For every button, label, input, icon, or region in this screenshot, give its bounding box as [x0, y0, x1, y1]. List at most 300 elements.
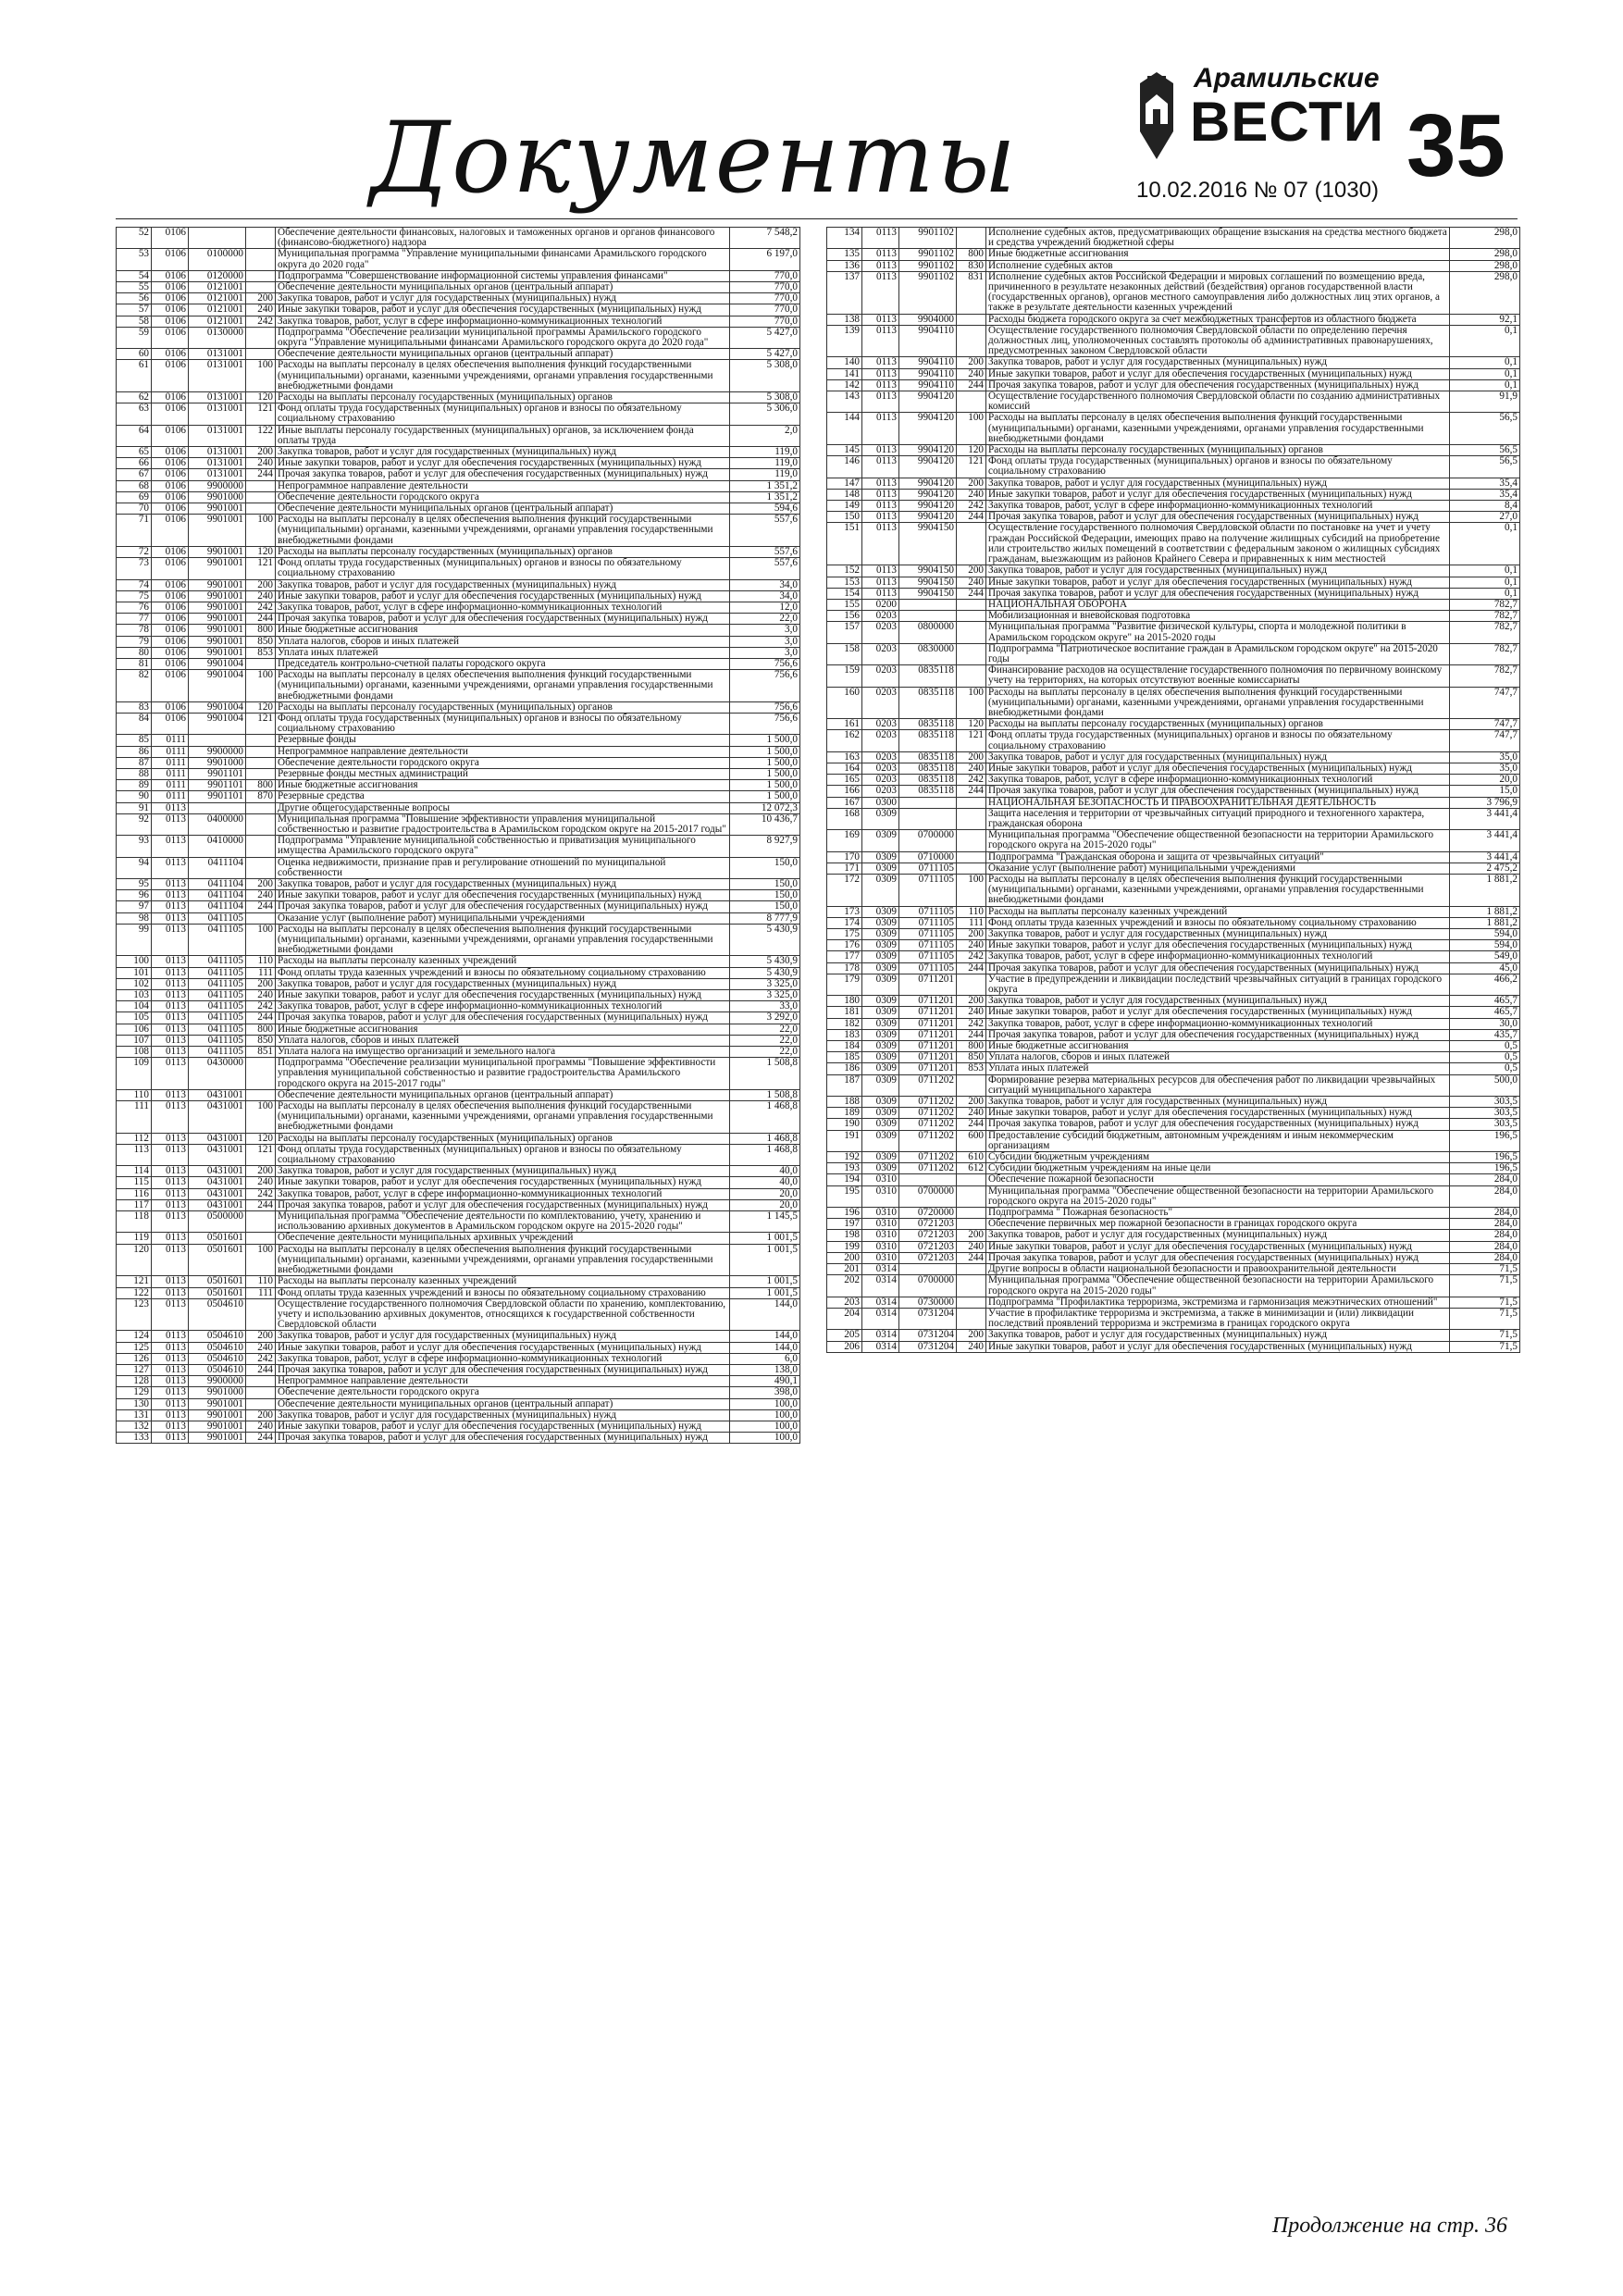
table-row: [827, 730, 1520, 751]
section-code: 0203: [862, 665, 899, 687]
expense-type: 111: [957, 917, 986, 928]
amount: 0,5: [1450, 1063, 1520, 1074]
row-number: 119: [117, 1233, 152, 1244]
table-row: [827, 1119, 1520, 1130]
amount: 594,0: [1450, 940, 1520, 951]
target-code: 9900000: [189, 480, 246, 491]
expense-type: 830: [957, 260, 986, 271]
item-description: Уплата иных платежей: [986, 1063, 1450, 1074]
table-row: [117, 316, 800, 327]
table-row: [117, 1144, 800, 1165]
amount: 2,0: [730, 425, 800, 446]
row-number: 81: [117, 658, 152, 669]
item-description: Расходы на выплаты персоналу в целях обеспечения выполнения функций государственными (муниципальными) органами, казенными учреждениями, органами управления государственными внебюджетными фондами: [276, 1101, 730, 1134]
expense-type: 100: [246, 924, 276, 956]
expense-type: [246, 1298, 276, 1331]
expense-type: 240: [246, 304, 276, 316]
expense-type: 244: [246, 1012, 276, 1024]
section-code: 0309: [862, 1119, 899, 1130]
section-code: 0203: [862, 611, 899, 622]
section-code: 0309: [862, 808, 899, 829]
amount: 5 427,0: [730, 327, 800, 348]
amount: 500,0: [1450, 1074, 1520, 1096]
expense-type: 100: [246, 1101, 276, 1134]
expense-type: [246, 491, 276, 503]
row-number: 193: [827, 1163, 862, 1174]
item-description: Исполнение судебных актов, предусматривающих обращение взыскания на средства местного бюджета и средства учреждений бюджетной сферы: [986, 228, 1450, 249]
item-description: Муниципальная программа "Управление муниципальными финансами Арамильского городского округа до 2020 года": [276, 249, 730, 270]
target-code: 9901102: [899, 228, 957, 249]
amount: 756,6: [730, 713, 800, 734]
row-number: 57: [117, 304, 152, 316]
row-number: 130: [117, 1398, 152, 1409]
amount: 150,0: [730, 901, 800, 912]
target-code: 0710000: [899, 851, 957, 863]
section-code: 0113: [152, 1101, 189, 1134]
row-number: 77: [117, 614, 152, 625]
row-number: 178: [827, 962, 862, 974]
amount: 465,7: [1450, 1007, 1520, 1018]
target-code: 9904150: [899, 577, 957, 588]
target-code: 0121001: [189, 282, 246, 293]
amount: 770,0: [730, 304, 800, 316]
target-code: 0711105: [899, 951, 957, 962]
item-description: Расходы на выплаты персоналу в целях обеспечения выполнения функций государственными (муниципальными) органами, казенными учреждениями, органами управления государственными внебюджетными фондами: [276, 515, 730, 547]
row-number: 140: [827, 357, 862, 368]
section-code: 0113: [152, 1398, 189, 1409]
row-number: 197: [827, 1219, 862, 1230]
table-row: [117, 1398, 800, 1409]
item-description: Иные закупки товаров, работ и услуг для обеспечения государственных (муниципальных) нужд: [986, 577, 1450, 588]
target-code: [899, 797, 957, 808]
table-row: [117, 1166, 800, 1177]
expense-type: 100: [957, 413, 986, 445]
table-row: [117, 579, 800, 590]
item-description: Резервные фонды местных администраций: [276, 768, 730, 779]
section-code: 0113: [862, 413, 899, 445]
expense-type: 240: [246, 590, 276, 602]
item-description: НАЦИОНАЛЬНАЯ БЕЗОПАСНОСТЬ И ПРАВООХРАНИТЕЛЬНАЯ ДЕЯТЕЛЬНОСТЬ: [986, 797, 1450, 808]
target-code: 0131001: [189, 469, 246, 480]
expense-type: 240: [246, 990, 276, 1001]
section-code: 0309: [862, 1063, 899, 1074]
table-row: [827, 1007, 1520, 1018]
amount: 138,0: [730, 1364, 800, 1375]
table-row: [117, 658, 800, 669]
item-description: Закупка товаров, работ, услуг в сфере информационно-коммуникационных технологий: [986, 501, 1450, 512]
item-description: Закупка товаров, работ и услуг для государственных (муниципальных) нужд: [986, 565, 1450, 577]
section-code: 0309: [862, 1052, 899, 1063]
target-code: 0830000: [899, 643, 957, 664]
expense-type: 110: [957, 906, 986, 917]
table-row: [827, 1185, 1520, 1207]
row-number: 93: [117, 836, 152, 857]
table-row: [117, 293, 800, 304]
target-code: 9904110: [899, 325, 957, 357]
target-code: 9901001: [189, 1398, 246, 1409]
expense-type: 244: [957, 379, 986, 391]
section-code: 0113: [862, 379, 899, 391]
table-row: [117, 978, 800, 989]
amount: 3,0: [730, 647, 800, 658]
target-code: 9904000: [899, 314, 957, 325]
expense-type: 240: [957, 577, 986, 588]
item-description: Прочая закупка товаров, работ и услуг для обеспечения государственных (муниципальных) нужд: [986, 1029, 1450, 1040]
item-description: Иные закупки товаров, работ и услуг для обеспечения государственных (муниципальных) нужд: [986, 1108, 1450, 1119]
amount: 756,6: [730, 658, 800, 669]
section-code: 0106: [152, 515, 189, 547]
table-row: [827, 1252, 1520, 1263]
item-description: Другие вопросы в области национальной безопасности и правоохранительной деятельности: [986, 1264, 1450, 1275]
item-description: Расходы на выплаты персоналу государственных (муниципальных) органов: [986, 445, 1450, 456]
section-code: 0309: [862, 1029, 899, 1040]
table-row: [117, 857, 800, 878]
amount: 1 468,8: [730, 1144, 800, 1165]
section-code: 0113: [152, 1058, 189, 1090]
target-code: 9904150: [899, 588, 957, 599]
section-code: 0106: [152, 491, 189, 503]
table-row: [117, 425, 800, 446]
section-code: 0111: [152, 746, 189, 757]
target-code: 9904110: [899, 357, 957, 368]
item-description: Мобилизационная и вневойсковая подготовка: [986, 611, 1450, 622]
item-description: Непрограммное направление деятельности: [276, 480, 730, 491]
expense-type: [246, 802, 276, 813]
amount: 0,1: [1450, 565, 1520, 577]
item-description: Расходы на выплаты персоналу в целях обеспечения выполнения функций государственными (муниципальными) органами, казенными учреждениями, органами управления государственными внебюджетными фондами: [986, 413, 1450, 445]
row-number: 69: [117, 491, 152, 503]
item-description: Иные бюджетные ассигнования: [986, 249, 1450, 260]
item-description: Предоставление субсидий бюджетным, автономным учреждениям и иным некоммерческим организациям: [986, 1130, 1450, 1151]
section-code: 0106: [152, 636, 189, 647]
amount: 1 351,2: [730, 491, 800, 503]
expense-type: 242: [957, 501, 986, 512]
amount: 435,7: [1450, 1029, 1520, 1040]
item-description: Расходы на выплаты персоналу в целях обеспечения выполнения функций государственными (муниципальными) органами, казенными учреждениями, органами управления государственными внебюджетными фондами: [276, 670, 730, 702]
expense-type: 100: [246, 360, 276, 392]
expense-type: 240: [957, 489, 986, 500]
amount: 284,0: [1450, 1185, 1520, 1207]
target-code: 9901001: [189, 1421, 246, 1432]
expense-type: [246, 746, 276, 757]
amount: 35,4: [1450, 489, 1520, 500]
table-row: [827, 687, 1520, 719]
row-number: 163: [827, 751, 862, 763]
row-number: 199: [827, 1241, 862, 1252]
amount: 770,0: [730, 282, 800, 293]
amount: 27,0: [1450, 512, 1520, 523]
section-code: 0113: [152, 1244, 189, 1276]
amount: 770,0: [730, 293, 800, 304]
section-code: 0309: [862, 1007, 899, 1018]
target-code: 9901001: [189, 590, 246, 602]
table-row: [117, 1101, 800, 1134]
table-row: [117, 780, 800, 791]
table-row: [117, 590, 800, 602]
expense-type: 100: [246, 670, 276, 702]
table-row: [117, 670, 800, 702]
section-code: 0309: [862, 940, 899, 951]
section-code: 0309: [862, 974, 899, 995]
section-code: 0113: [152, 1387, 189, 1398]
section-code: 0309: [862, 962, 899, 974]
item-description: Обеспечение деятельности городского округа: [276, 757, 730, 768]
row-number: 80: [117, 647, 152, 658]
item-description: Расходы на выплаты персоналу государственных (муниципальных) органов: [276, 701, 730, 713]
amount: 150,0: [730, 857, 800, 878]
expense-type: [246, 1058, 276, 1090]
target-code: 9904120: [899, 445, 957, 456]
target-code: 9904120: [899, 501, 957, 512]
expense-type: [957, 391, 986, 413]
section-code: 0113: [152, 1376, 189, 1387]
table-row: [827, 249, 1520, 260]
table-row: [827, 325, 1520, 357]
item-description: Обеспечение деятельности муниципальных архивных учреждений: [276, 1233, 730, 1244]
target-code: 0100000: [189, 249, 246, 270]
row-number: 71: [117, 515, 152, 547]
row-number: 95: [117, 878, 152, 889]
amount: 71,5: [1450, 1308, 1520, 1329]
row-number: 139: [827, 325, 862, 357]
amount: 756,6: [730, 701, 800, 713]
target-code: 0431001: [189, 1133, 246, 1144]
row-number: 129: [117, 1387, 152, 1398]
target-code: 9901102: [899, 271, 957, 314]
table-row: [827, 1097, 1520, 1108]
amount: 196,5: [1450, 1163, 1520, 1174]
amount: 398,0: [730, 1387, 800, 1398]
item-description: Обеспечение деятельности муниципальных органов (центральный аппарат): [276, 282, 730, 293]
section-code: 0113: [152, 1024, 189, 1035]
table-row: [117, 458, 800, 469]
target-code: 9901001: [189, 558, 246, 579]
target-code: 0504610: [189, 1342, 246, 1353]
expense-type: [246, 768, 276, 779]
amount: 594,6: [730, 503, 800, 515]
amount: 119,0: [730, 447, 800, 458]
expense-type: 100: [246, 515, 276, 547]
item-description: Прочая закупка товаров, работ и услуг для обеспечения государственных (муниципальных) нужд: [276, 1199, 730, 1210]
table-row: [117, 1133, 800, 1144]
expense-type: 110: [246, 1276, 276, 1287]
target-code: 0711105: [899, 917, 957, 928]
amount: 12,0: [730, 602, 800, 613]
amount: 35,0: [1450, 763, 1520, 774]
target-code: 0501601: [189, 1233, 246, 1244]
target-code: 0700000: [899, 1185, 957, 1207]
amount: 20,0: [730, 1199, 800, 1210]
row-number: 76: [117, 602, 152, 613]
row-number: 88: [117, 768, 152, 779]
row-number: 158: [827, 643, 862, 664]
expense-type: 240: [957, 1241, 986, 1252]
section-code: 0106: [152, 614, 189, 625]
item-description: Иные бюджетные ассигнования: [276, 780, 730, 791]
item-description: Расходы на выплаты персоналу государственных (муниципальных) органов: [276, 1133, 730, 1144]
expense-type: 600: [957, 1130, 986, 1151]
expense-type: [957, 1074, 986, 1096]
item-description: Резервные средства: [276, 791, 730, 802]
expense-type: 870: [246, 791, 276, 802]
row-number: 104: [117, 1001, 152, 1012]
amount: 1 508,8: [730, 1058, 800, 1090]
city-crest-icon: [1136, 67, 1177, 167]
expense-type: [246, 658, 276, 669]
amount: 747,7: [1450, 687, 1520, 719]
expense-type: 612: [957, 1163, 986, 1174]
table-row: [827, 929, 1520, 940]
table-row: [827, 719, 1520, 730]
section-code: 0113: [862, 271, 899, 314]
target-code: 9901102: [899, 260, 957, 271]
row-number: 123: [117, 1298, 152, 1331]
target-code: 0501601: [189, 1276, 246, 1287]
table-row: [117, 713, 800, 734]
target-code: 0411104: [189, 878, 246, 889]
amount: 284,0: [1450, 1174, 1520, 1185]
section-code: 0200: [862, 599, 899, 610]
section-code: 0309: [862, 1097, 899, 1108]
table-row: [827, 1241, 1520, 1252]
section-code: 0310: [862, 1241, 899, 1252]
expense-type: 121: [246, 558, 276, 579]
item-description: Иные закупки товаров, работ и услуг для обеспечения государственных (муниципальных) нужд: [986, 489, 1450, 500]
table-row: [827, 797, 1520, 808]
target-code: 0835118: [899, 763, 957, 774]
expense-type: 200: [957, 1097, 986, 1108]
target-code: 0431001: [189, 1101, 246, 1134]
target-code: 0711201: [899, 996, 957, 1007]
section-code: 0106: [152, 647, 189, 658]
table-row: [117, 360, 800, 392]
amount: 3 796,9: [1450, 797, 1520, 808]
item-description: Муниципальная программа "Развитие физической культуры, спорта и молодежной политики в Арамильском городском округе" на 2015-2020 годы: [986, 622, 1450, 643]
row-number: 135: [827, 249, 862, 260]
section-code: 0106: [152, 249, 189, 270]
amount: 782,7: [1450, 611, 1520, 622]
table-row: [117, 1233, 800, 1244]
section-code: 0113: [862, 523, 899, 565]
amount: 33,0: [730, 1001, 800, 1012]
section-code: 0113: [152, 1144, 189, 1165]
amount: 22,0: [730, 614, 800, 625]
item-description: Подпрограмма "Управление муниципальной собственностью и приватизация муниципального имущества Арамильского городского округа": [276, 836, 730, 857]
amount: 20,0: [730, 1188, 800, 1199]
target-code: 9901000: [189, 1387, 246, 1398]
section-code: 0309: [862, 906, 899, 917]
row-number: 142: [827, 379, 862, 391]
target-code: 0711202: [899, 1074, 957, 1096]
target-code: 0130000: [189, 327, 246, 348]
amount: 20,0: [1450, 775, 1520, 786]
expense-type: [957, 1297, 986, 1308]
expense-type: [246, 270, 276, 281]
row-number: 120: [117, 1244, 152, 1276]
item-description: НАЦИОНАЛЬНАЯ ОБОРОНА: [986, 599, 1450, 610]
row-number: 177: [827, 951, 862, 962]
amount: 1 145,5: [730, 1211, 800, 1233]
table-row: [117, 228, 800, 249]
row-number: 64: [117, 425, 152, 446]
item-description: Муниципальная программа "Обеспечение общественной безопасности на территории Арамильского городского округа на 2015-2020 годы": [986, 830, 1450, 851]
table-row: [827, 1341, 1520, 1352]
section-code: 0113: [152, 1166, 189, 1177]
row-number: 82: [117, 670, 152, 702]
row-number: 198: [827, 1230, 862, 1241]
section-code: 0111: [152, 757, 189, 768]
expense-type: 200: [246, 1166, 276, 1177]
item-description: Фонд оплаты труда казенных учреждений и взносы по обязательному социальному страхованию: [276, 967, 730, 978]
table-row: [827, 775, 1520, 786]
row-number: 179: [827, 974, 862, 995]
table-row: [827, 1152, 1520, 1163]
item-description: Участие в профилактике терроризма и экстремизма, а также в минимизации и (или) ликвидации последствий проявлений терроризма и экстремизма в границах городского округа: [986, 1308, 1450, 1329]
table-row: [117, 602, 800, 613]
item-description: Иные бюджетные ассигнования: [276, 1024, 730, 1035]
amount: 298,0: [1450, 260, 1520, 271]
newspaper-logo: [1136, 63, 1384, 179]
expense-type: 244: [246, 901, 276, 912]
target-code: [899, 1264, 957, 1275]
section-code: 0113: [152, 1298, 189, 1331]
item-description: Расходы на выплаты персоналу в целях обеспечения выполнения функций государственными (муниципальными) органами, казенными учреждениями, органами управления государственными внебюджетными фондами: [986, 874, 1450, 906]
row-number: 124: [117, 1331, 152, 1342]
row-number: 134: [827, 228, 862, 249]
issue-date-number: 10.02.2016 № 07 (1030): [1136, 178, 1379, 203]
expense-type: [246, 480, 276, 491]
table-row: [827, 260, 1520, 271]
expense-type: [957, 643, 986, 664]
expense-type: 200: [957, 478, 986, 489]
section-code: 0113: [152, 967, 189, 978]
amount: 71,5: [1450, 1297, 1520, 1308]
expense-type: 242: [957, 1018, 986, 1029]
amount: 34,0: [730, 579, 800, 590]
amount: 144,0: [730, 1342, 800, 1353]
row-number: 83: [117, 701, 152, 713]
target-code: 0700000: [899, 1275, 957, 1297]
amount: 8,4: [1450, 501, 1520, 512]
table-row: [827, 1108, 1520, 1119]
section-code: 0106: [152, 579, 189, 590]
table-row: [827, 456, 1520, 478]
expense-type: 200: [246, 1331, 276, 1342]
row-number: 190: [827, 1119, 862, 1130]
table-row: [827, 786, 1520, 797]
item-description: Прочая закупка товаров, работ и услуг для обеспечения государственных (муниципальных) нужд: [276, 614, 730, 625]
row-number: 125: [117, 1342, 152, 1353]
item-description: Муниципальная программа "Повышение эффективности управления муниципальной собственностью и развитие градостроительства в Арамильском городском округе на 2015-2017 годы": [276, 813, 730, 835]
item-description: Председатель контрольно-счетной палаты городского округа: [276, 658, 730, 669]
table-row: [117, 1047, 800, 1058]
target-code: 0711201: [899, 1029, 957, 1040]
section-code: 0113: [152, 990, 189, 1001]
table-row: [827, 1029, 1520, 1040]
amount: 549,0: [1450, 951, 1520, 962]
item-description: Расходы на выплаты персоналу в целях обеспечения выполнения функций государственными (муниципальными) органами, казенными учреждениями, органами управления государственными внебюджетными фондами: [276, 1244, 730, 1276]
expense-type: [246, 757, 276, 768]
row-number: 78: [117, 625, 152, 636]
row-number: 162: [827, 730, 862, 751]
expense-type: [957, 1219, 986, 1230]
amount: 0,1: [1450, 588, 1520, 599]
item-description: Закупка товаров, работ и услуг для государственных (муниципальных) нужд: [276, 1409, 730, 1421]
table-row: [117, 1244, 800, 1276]
table-row: [117, 791, 800, 802]
section-code: 0203: [862, 775, 899, 786]
item-description: Обеспечение первичных мер пожарной безопасности в границах городского округа: [986, 1219, 1450, 1230]
